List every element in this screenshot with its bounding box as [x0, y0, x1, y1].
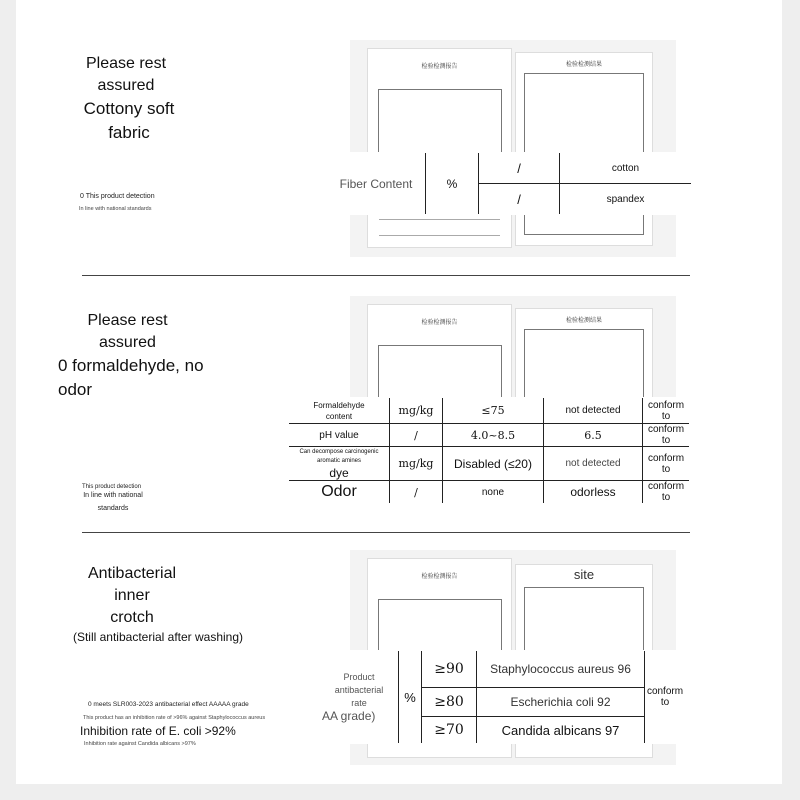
amines-judge: conform to [643, 447, 690, 481]
section3-title-line2: crotch [110, 609, 154, 626]
section2-title [58, 310, 204, 402]
antibacterial-label-3: AA grade) [322, 709, 376, 723]
report-site-label: site [573, 567, 595, 582]
fiber-value-2: / [479, 184, 560, 215]
odor-standard: none [443, 481, 544, 504]
section1-note1: 0 This product detection [80, 193, 155, 200]
section1-report-image [350, 40, 676, 257]
ph-judge: conform to [643, 424, 690, 447]
section1-title [70, 53, 182, 145]
section3-title [72, 563, 244, 645]
amines-item [289, 447, 390, 481]
section2-note-block [76, 489, 150, 515]
report-title-right: 检验检测结果 [565, 61, 602, 68]
section1-title-line3: Cottony soft fabric [83, 99, 175, 142]
fiber-content-table [326, 152, 692, 215]
formaldehyde-label: Formaldehyde [313, 400, 365, 410]
section2-title-line2: assured [99, 334, 156, 351]
amines-standard: Disabled (≤20) [443, 447, 544, 481]
section3-title-line3: (Still antibacterial after washing) [72, 630, 244, 644]
report-title-left-2: 检验检测报告 [421, 319, 458, 326]
section3-title-line1: Antibacterial inner [87, 565, 177, 604]
candida-standard: ≥70 [422, 717, 477, 744]
fiber-result-cotton: cotton [560, 153, 692, 184]
section2-title-line1: Please rest [87, 312, 168, 329]
report-title-left: 检验检测报告 [421, 63, 458, 70]
ecoli-standard: ≥80 [422, 688, 477, 717]
odor-judge: conform to [643, 481, 690, 504]
section3-note1: 0 meets SLR003-2023 antibacterial effect AAAAA grade [88, 701, 249, 708]
section1-title-line1: Please rest [85, 55, 167, 72]
ph-standard: 4.0~8.5 [443, 424, 544, 447]
section1-note2: In line with national standards [79, 206, 152, 212]
amines-unit: mg/kg [390, 447, 443, 481]
amines-sublabel: dye [329, 465, 349, 480]
odor-result: odorless [544, 481, 643, 504]
ecoli-result: Escherichia coli 92 [477, 688, 645, 717]
antibacterial-label: Product antibacterial [334, 672, 384, 695]
section2-note2: In line with national [83, 492, 143, 499]
section3-note3: Inhibition rate of E. coli >92% [80, 724, 236, 738]
ph-result: 6.5 [544, 424, 643, 447]
section2-note1: This product detection [82, 484, 142, 490]
antibacterial-label-2: rate [351, 698, 367, 708]
section2-title-line3: 0 formaldehyde, no odor [58, 356, 204, 399]
antibacterial-label-cell [320, 651, 399, 744]
report-title-left-3: 检验检测报告 [421, 573, 458, 580]
formaldehyde-judge: conform to [643, 398, 690, 424]
formaldehyde-standard: ≤75 [443, 398, 544, 424]
antibacterial-judge: conform to [645, 651, 686, 744]
amines-label: Can decompose carcinogenic aromatic amines [299, 448, 379, 464]
formaldehyde-unit: mg/kg [390, 398, 443, 424]
staph-standard: ≥90 [422, 651, 477, 688]
section2-note3: standards [97, 505, 129, 512]
antibacterial-unit: % [399, 651, 422, 744]
amines-result: not detected [544, 447, 643, 481]
row-formaldehyde-item [289, 398, 390, 424]
fiber-unit: % [426, 153, 479, 215]
section-divider-1 [82, 275, 690, 276]
section3-note2: This product has an inhibition rate of >96% against Staphylococcus aureus [83, 715, 266, 721]
ph-item: pH value [289, 424, 390, 447]
fiber-result-spandex: spandex [560, 184, 692, 215]
candida-result: Candida albicans 97 [477, 717, 645, 744]
fiber-content-label: Fiber Content [327, 153, 426, 215]
fiber-value-1: / [479, 153, 560, 184]
odor-item: Odor [289, 481, 390, 504]
antibacterial-table [319, 650, 686, 744]
section3-note4: Inhibition rate against Candida albicans >97% [84, 741, 196, 747]
staph-result: Staphylococcus aureus 96 [477, 651, 645, 688]
formaldehyde-sublabel: content [325, 411, 353, 421]
ph-unit: / [390, 424, 443, 447]
report-title-right-2: 检验检测结果 [565, 317, 602, 324]
formaldehyde-table [288, 397, 690, 504]
section-divider-2 [82, 532, 690, 533]
report-page-right [515, 52, 653, 246]
report-page-left [367, 48, 512, 248]
section1-title-line2: assured [97, 77, 155, 94]
formaldehyde-result: not detected [544, 398, 643, 424]
odor-unit: / [390, 481, 443, 504]
